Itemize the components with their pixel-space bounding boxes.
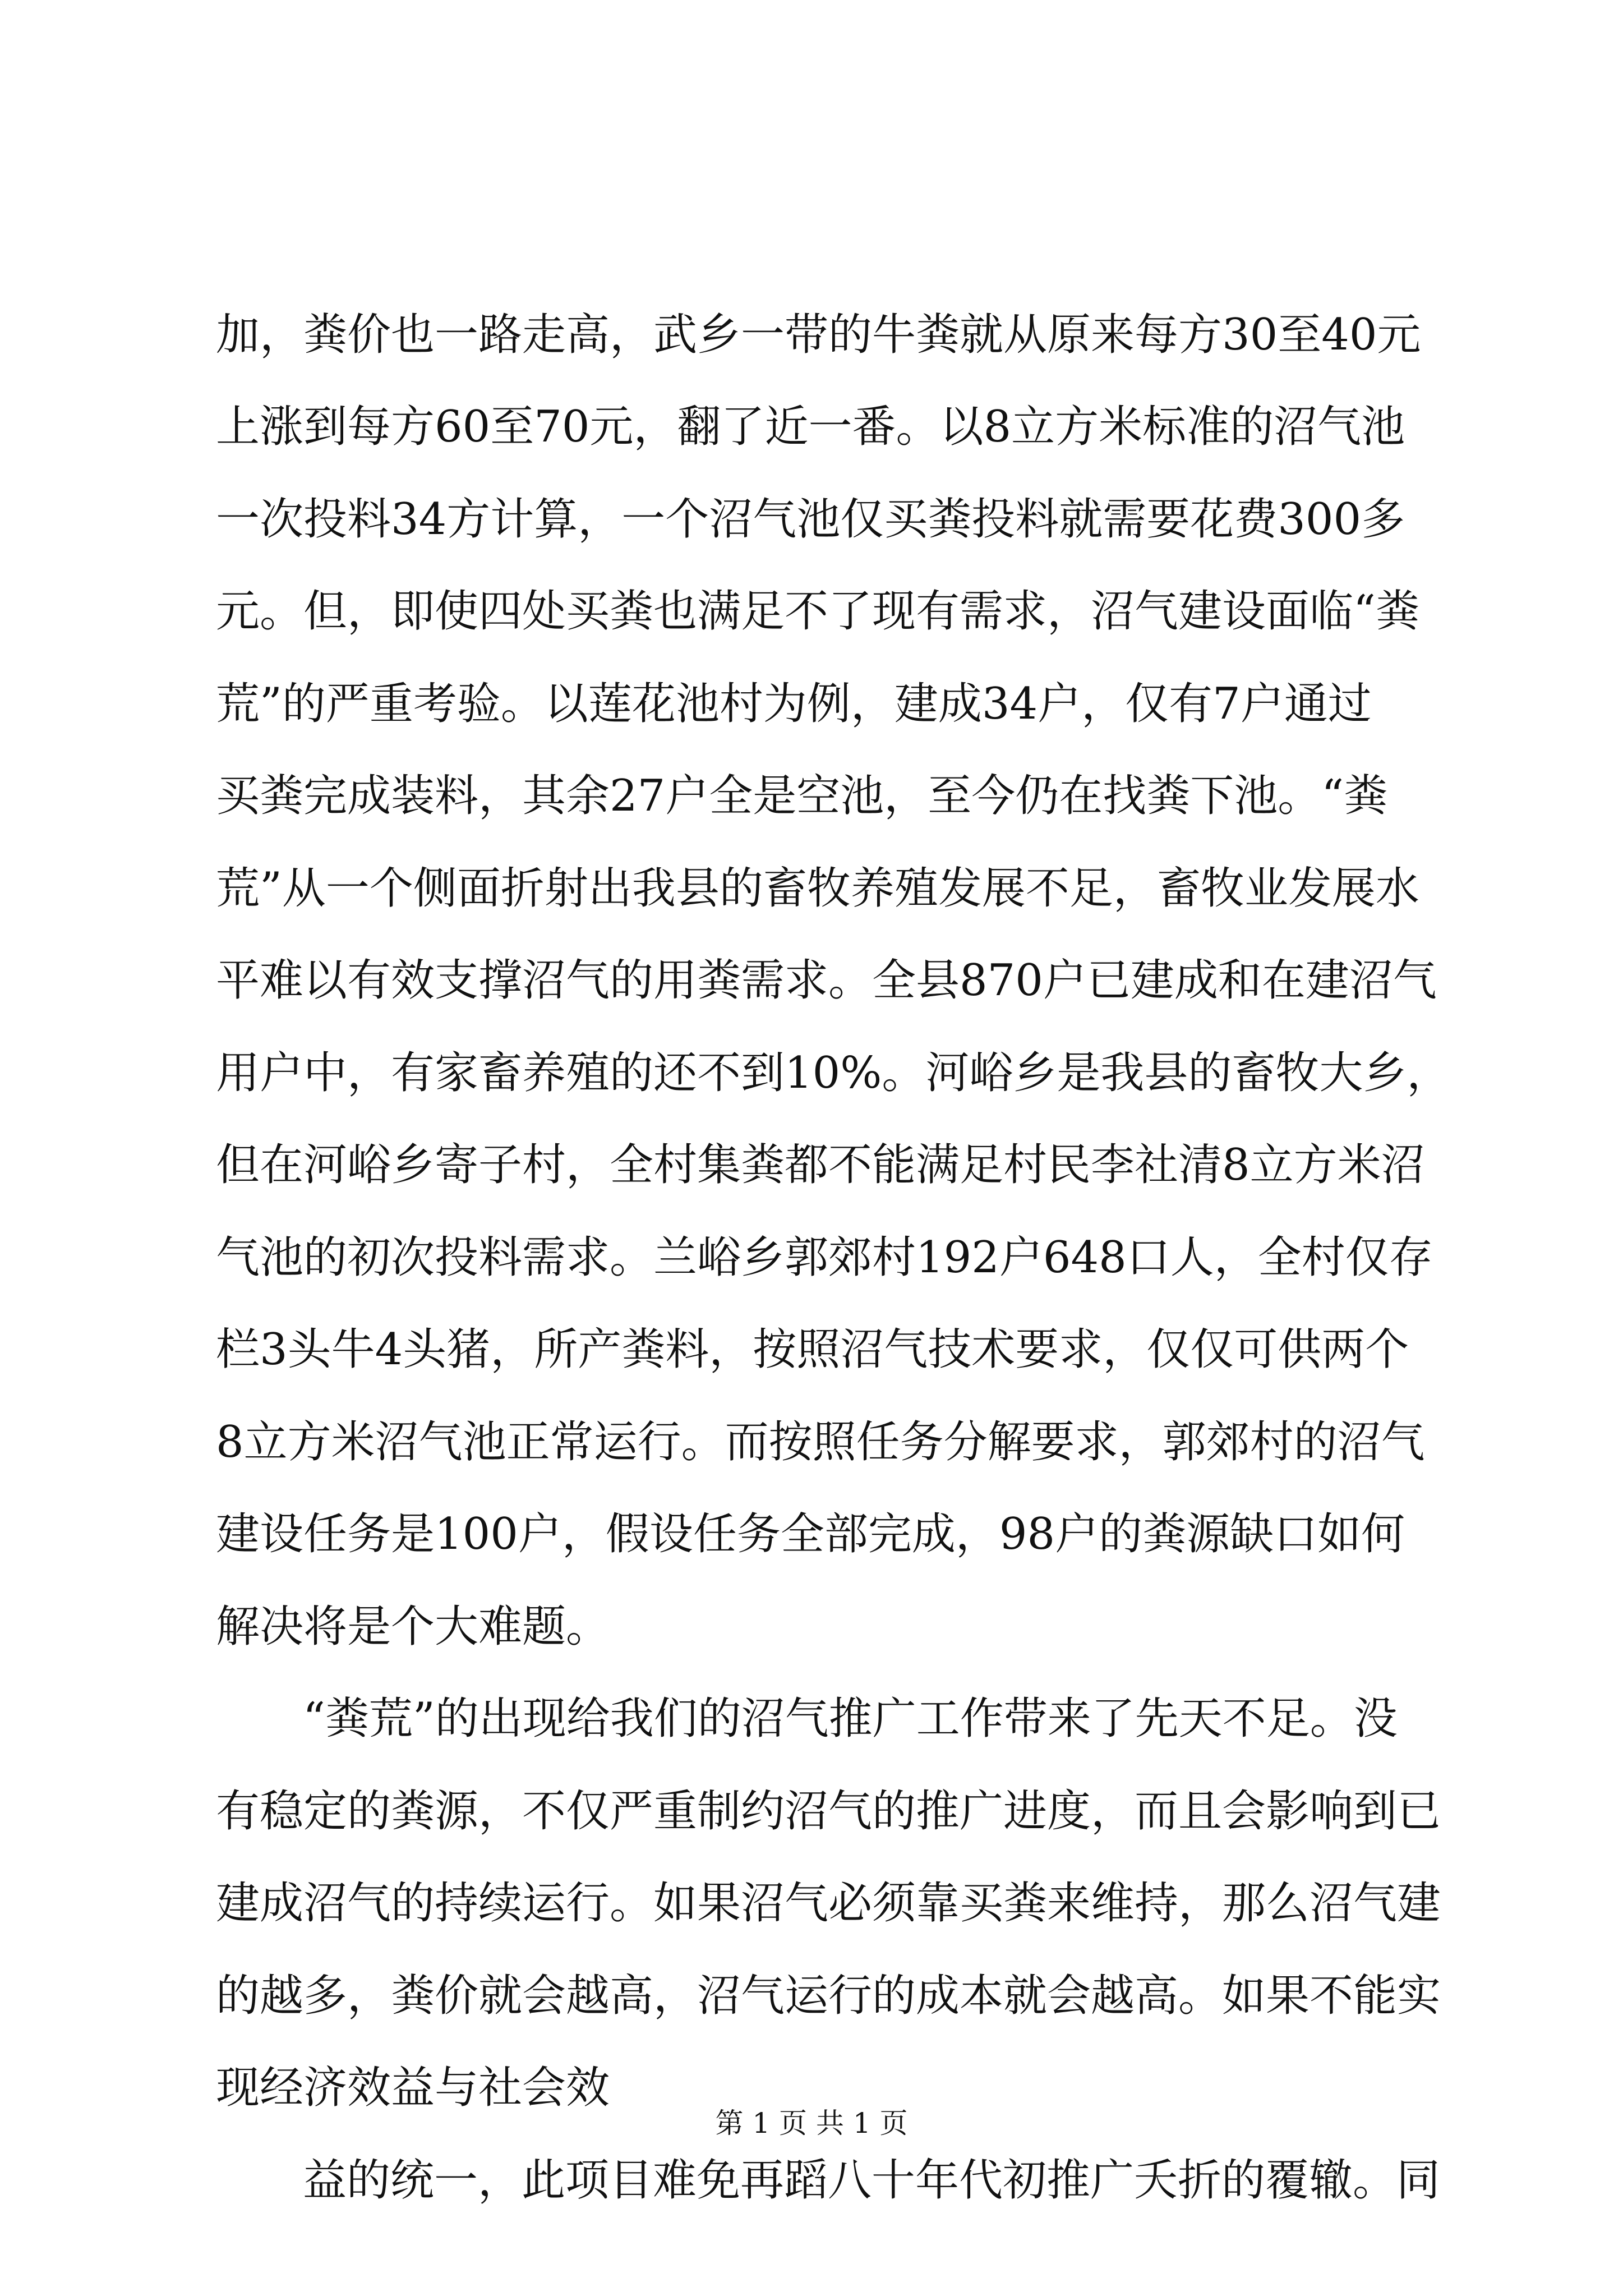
text-line: 荒”从一个侧面折射出我县的畜牧养殖发展不足，畜牧业发展水	[216, 863, 1419, 914]
text-line: 有稳定的粪源，不仅严重制约沼气的推广进度，而且会影响到已	[216, 1786, 1441, 1837]
text-line: 建设任务是100户，假设任务全部完成，98户的粪源缺口如何	[216, 1509, 1405, 1559]
text-line: 加，粪价也一路走高，武乡一带的牛粪就从原来每方30至40元	[216, 310, 1421, 360]
text-line: 气池的初次投料需求。兰峪乡郭郊村192户648口人，全村仅存	[216, 1232, 1433, 1283]
text-line: 但在河峪乡寄子村，全村集粪都不能满足村民李社清8立方米沼	[216, 1140, 1425, 1190]
page-footer: 第 1 页 共 1 页	[715, 2107, 908, 2139]
text-line: 买粪完成装料，其余27户全是空池，至今仍在找粪下池。“粪	[216, 771, 1388, 821]
text-line: 8立方米沼气池正常运行。而按照任务分解要求，郭郊村的沼气	[216, 1417, 1425, 1467]
text-line: 一次投料34方计算，一个沼气池仅买粪投料就需要花费300多	[216, 494, 1405, 545]
text-line: 的越多，粪价就会越高，沼气运行的成本就会越高。如果不能实	[216, 1971, 1441, 2021]
text-line: “粪荒”的出现给我们的沼气推广工作带来了先天不足。没	[303, 1694, 1398, 1744]
text-line: 上涨到每方60至70元，翻了近一番。以8立方米标准的沼气池	[216, 402, 1405, 452]
text-line: 益的统一，此项目难免再蹈八十年代初推广夭折的覆辙。同	[303, 2155, 1441, 2206]
text-line: 荒”的严重考验。以莲花池村为例，建成34户，仅有7户通过	[216, 679, 1372, 729]
text-line: 建成沼气的持续运行。如果沼气必须靠买粪来维持，那么沼气建	[216, 1878, 1441, 1929]
text-line: 栏3头牛4头猪，所产粪料，按照沼气技术要求，仅仅可供两个	[216, 1324, 1409, 1375]
text-line: 用户中，有家畜养殖的还不到10%。河峪乡是我县的畜牧大乡，	[216, 1048, 1451, 1098]
text-line: 元。但，即使四处买粪也满足不了现有需求，沼气建设面临“粪	[216, 586, 1419, 637]
text-line: 解决将是个大难题。	[216, 1602, 610, 1652]
text-line: 现经济效益与社会效	[216, 2063, 610, 2113]
text-line: 平难以有效支撑沼气的用粪需求。全县870户已建成和在建沼气	[216, 955, 1437, 1006]
